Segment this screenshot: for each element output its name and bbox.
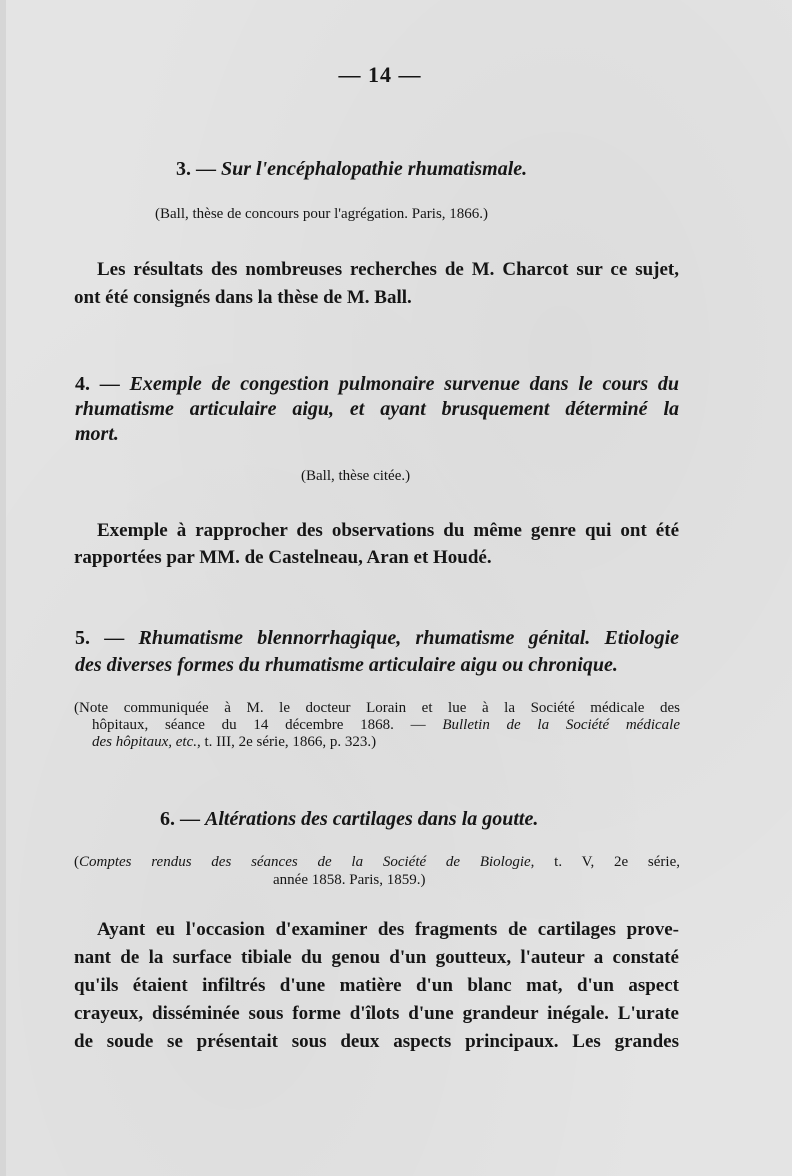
section-6-source-vol: , t. V, 2e série, [530, 854, 680, 870]
section-5-note-bulletin: Bulletin de la Société médicale [442, 717, 680, 733]
section-6-body-line-4: crayeux, disséminée sous forme d'îlots d'une grandeur inégale. L'urate [74, 1003, 679, 1024]
section-4-body-line-1: Exemple à rapprocher des observations du même genre qui ont été [97, 520, 679, 541]
section-5-note-line-2 [92, 717, 680, 734]
section-6-body-line-5: de soude se présentait sous deux aspects principaux. Les grandes [74, 1031, 679, 1052]
section-3-body-line-2: ont été consignés dans la thèse de M. Ball. [74, 287, 412, 308]
page-number: — 14 — [338, 62, 422, 87]
section-4-title-line-3: mort. [75, 423, 119, 445]
section-5-heading-line-2 [75, 654, 618, 677]
section-5-heading-line-1 [75, 627, 679, 650]
section-6-source-line-1 [74, 854, 680, 871]
section-6-source-title: Comptes rendus des séances de la Société de Biologie [79, 854, 531, 870]
section-3-body-line-1: Les résultats des nombreuses recherches de M. Charcot sur ce sujet, [97, 259, 679, 280]
section-4-source: (Ball, thèse citée.) [301, 468, 411, 484]
section-5-number: 5. — [75, 627, 139, 649]
section-5-note-line-3 [92, 734, 376, 751]
section-6-title: Altérations des cartilages dans la goutte. [205, 808, 539, 830]
page-right-edge [792, 0, 800, 1176]
section-3-heading [176, 158, 527, 181]
section-6-body-line-3: qu'ils étaient infiltrés d'une matière d'un blanc mat, d'un aspect [74, 975, 679, 996]
section-5-title-line-2: des diverses formes du rhumatisme articulaire aigu ou chronique. [75, 654, 618, 676]
section-6-source-open: ( [74, 854, 79, 870]
section-6-body-line-2: nant de la surface tibiale du genou d'un goutteux, l'auteur a constaté [74, 947, 679, 968]
page-left-edge [0, 0, 6, 1176]
section-6-body-line-1: Ayant eu l'occasion d'examiner des fragments de cartilages prove- [97, 919, 679, 940]
section-4-body-line-2: rapportées par MM. de Castelneau, Aran et Houdé. [74, 547, 492, 568]
section-4-number: 4. — [75, 373, 130, 395]
section-3-title: Sur l'encéphalopathie rhumatismale. [221, 158, 528, 180]
section-5-note-journal: des hôpitaux, etc. [92, 734, 197, 750]
section-6-source-line-2: année 1858. Paris, 1859.) [273, 872, 426, 888]
section-4-heading-line-1 [75, 373, 679, 396]
section-5-note-text-a: hôpitaux, séance du 14 décembre 1868. — [92, 717, 443, 733]
section-4-title-line-2: rhumatisme articulaire aigu, et ayant brusquement déterminé la [75, 398, 679, 420]
section-6-heading [160, 808, 538, 831]
section-4-heading-line-3 [75, 423, 119, 446]
section-5-note-text-b: , t. III, 2e série, 1866, p. 323.) [196, 734, 377, 750]
section-4-heading-line-2 [75, 398, 679, 421]
section-5-note-line-1: (Note communiquée à M. le docteur Lorain et lue à la Société médicale des [74, 700, 680, 716]
section-5-title-line-1: Rhumatisme blennorrhagique, rhumatisme génital. Etiologie [138, 627, 680, 649]
section-6-number: 6. — [160, 808, 205, 830]
section-3-source: (Ball, thèse de concours pour l'agrégation. Paris, 1866.) [155, 206, 489, 222]
section-4-title-line-1: Exemple de congestion pulmonaire survenue dans le cours du [129, 373, 680, 395]
section-3-number: 3. — [176, 158, 221, 180]
